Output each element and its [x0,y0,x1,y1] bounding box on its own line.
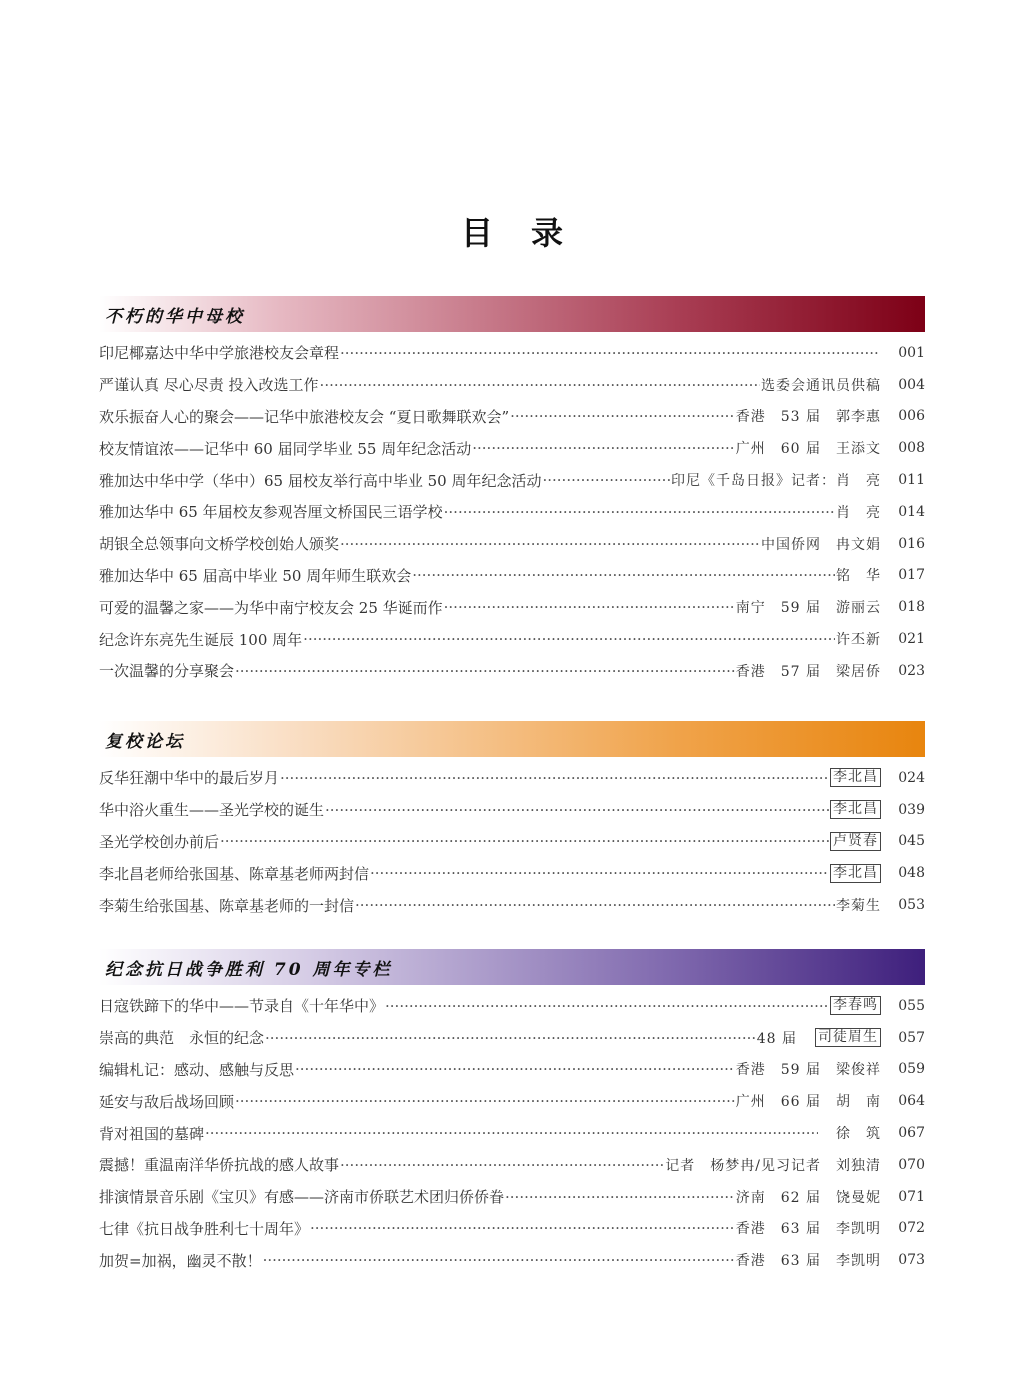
toc-entry[interactable] [99,1213,925,1245]
toc-entry[interactable] [99,496,925,528]
leader-dots [510,407,735,425]
entry-title: 可爱的温馨之家——为华中南宁校友会 25 华诞而作 [99,598,443,617]
entry-page: 053 [898,897,925,914]
entry-author: 记者 杨梦冉/见习记者 刘独清 [665,1157,881,1174]
entry-page: 055 [898,997,925,1014]
entry-page: 024 [898,769,925,786]
leader-dots [235,1092,735,1110]
toc-entry[interactable] [99,623,925,655]
entry-author: 李菊生 [836,898,881,915]
entry-title: 校友情谊浓——记华中 60 届同学毕业 55 周年纪念活动 [99,439,472,458]
toc-entry[interactable] [99,337,925,369]
entry-title: 欢乐振奋人心的聚会——记华中旅港校友会 “夏日歌舞联欢会” [99,407,510,426]
entry-page: 011 [898,472,925,489]
leader-dots [235,662,735,680]
leader-dots [310,1219,735,1237]
leader-dots [263,1251,735,1269]
entry-title: 排演情景音乐剧《宝贝》有感——济南市侨联艺术团归侨侨眷 [99,1188,505,1207]
entry-author: 广州 66 届 胡 南 [735,1094,881,1111]
entry-page: 018 [898,599,925,616]
entry-author: 香港 59 届 梁俊祥 [735,1062,881,1079]
toc-entry[interactable] [99,560,925,592]
section-header: 纪念抗日战争胜利 70 周年专栏 [99,949,925,985]
entry-page: 045 [898,833,925,850]
toc-entry[interactable] [99,826,925,858]
entry-title: 李菊生给张国基、陈章基老师的一封信 [99,896,355,915]
entry-title: 李北昌老师给张国基、陈章基老师两封信 [99,864,370,883]
entry-page: 071 [898,1188,925,1205]
entry-author: 香港 63 届 李凯明 [735,1253,881,1270]
entry-title: 七律《抗日战争胜利七十周年》 [99,1219,310,1238]
entry-page: 070 [898,1156,925,1173]
entry-title: 纪念许东亮先生诞辰 100 周年 [99,630,303,649]
toc-entry[interactable] [99,591,925,623]
leader-dots [542,471,670,489]
leader-dots [295,1060,735,1078]
entry-title: 印尼椰嘉达中华中学旅港校友会章程 [99,344,340,363]
page-title: 目录 [460,214,601,252]
entry-title: 震撼！重温南洋华侨抗战的感人故事 [99,1156,340,1175]
leader-dots [205,1124,818,1142]
toc-entry[interactable] [99,401,925,433]
entry-title: 崇高的典范 永恒的纪念 [99,1029,265,1048]
leader-dots [340,1156,664,1174]
leader-dots [385,997,829,1015]
entry-author-prefix: 48 届 [756,1030,797,1047]
toc-entry[interactable] [99,1181,925,1213]
leader-dots [320,376,760,394]
entry-page: 072 [898,1220,925,1237]
entry-author: 肖 亮 [836,504,881,521]
leader-dots [340,535,760,553]
toc-entry[interactable] [99,432,925,464]
entry-page: 073 [898,1252,925,1269]
leader-dots [340,344,880,362]
entry-title: 雅加达中华中学（华中）65 届校友举行高中毕业 50 周年纪念活动 [99,471,542,490]
leader-dots [325,801,829,819]
entry-author: 南宁 59 届 游丽云 [735,600,881,617]
entry-page: 006 [898,408,925,425]
leader-dots [220,832,829,850]
entry-page: 023 [898,662,925,679]
entry-title: 背对祖国的墓碑 [99,1124,205,1143]
entry-author: 司徒眉生 [815,1028,881,1047]
entry-page: 001 [898,344,925,361]
entry-author: 印尼《千岛日报》记者：肖 亮 [671,473,881,490]
entry-title: 反华狂潮中华中的最后岁月 [99,769,280,788]
entry-title: 编辑札记：感动、感触与反思 [99,1060,295,1079]
entry-title: 延安与敌后战场回顾 [99,1092,235,1111]
entry-title: 胡银全总领事向文桥学校创始人颁奖 [99,535,340,554]
entry-author: 铭 华 [836,568,881,585]
entry-author: 许丕新 [836,632,881,649]
section-anniversary [99,949,925,1276]
entry-title: 华中浴火重生——圣光学校的诞生 [99,801,325,820]
leader-dots [280,769,829,787]
entry-page: 017 [898,567,925,584]
entry-page: 067 [898,1125,925,1142]
section-forum [99,721,925,921]
toc-entry[interactable] [99,889,925,921]
toc-entry[interactable] [99,1054,925,1086]
entry-author: 选委会通讯员供稿 [761,377,881,394]
entry-page: 008 [898,440,925,457]
entry-author: 香港 53 届 郭李惠 [735,409,881,426]
entry-title: 雅加达华中 65 年届校友参观峇厘文桥国民三语学校 [99,503,443,522]
entry-title: 雅加达华中 65 届高中毕业 50 周年师生联欢会 [99,566,412,585]
entry-page: 004 [898,376,925,393]
entry-author: 李春鸣 [830,996,881,1015]
entry-author: 香港 63 届 李凯明 [735,1221,881,1238]
toc-entry[interactable] [99,990,925,1022]
section-header: 不朽的华中母校 [99,296,925,332]
toc-entry[interactable] [99,464,925,496]
leader-dots [472,439,734,457]
leader-dots [265,1029,756,1047]
toc-entry[interactable] [99,857,925,889]
entry-author: 李北昌 [830,800,881,819]
section-school [99,296,925,687]
entry-title: 加贺=加祸，幽灵不散！ [99,1251,262,1270]
toc-list [99,762,925,921]
toc-entry[interactable] [99,794,925,826]
entry-author: 李北昌 [830,768,881,787]
entry-page: 064 [898,1093,925,1110]
entry-author: 香港 57 届 梁居侨 [735,663,881,680]
leader-dots [444,598,735,616]
entry-page: 021 [898,631,925,648]
toc-entry[interactable] [99,1022,925,1054]
entry-author: 中国侨网 冉文娟 [761,536,881,553]
toc-entry[interactable] [99,1117,925,1149]
leader-dots [412,566,835,584]
leader-dots [444,503,835,521]
entry-page: 016 [898,535,925,552]
entry-page: 059 [898,1061,925,1078]
entry-page: 014 [898,503,925,520]
toc-entry[interactable] [99,1085,925,1117]
leader-dots [303,630,835,648]
entry-title: 一次温馨的分享聚会 [99,662,235,681]
entry-title: 日寇铁蹄下的华中——节录自《十年华中》 [99,997,385,1016]
entry-author: 徐 筑 [836,1126,881,1143]
entry-page: 057 [898,1029,925,1046]
toc-entry[interactable] [99,655,925,687]
entry-title: 严谨认真 尽心尽责 投入改选工作 [99,376,319,395]
section-header: 复校论坛 [99,721,925,757]
entry-page: 048 [898,865,925,882]
toc-entry[interactable] [99,528,925,560]
entry-author: 广州 60 届 王添文 [735,441,881,458]
entry-page: 039 [898,801,925,818]
toc-list [99,337,925,687]
entry-author: 李北昌 [830,864,881,883]
leader-dots [505,1188,735,1206]
leader-dots [355,896,835,914]
toc-entry[interactable] [99,369,925,401]
toc-entry[interactable] [99,1244,925,1276]
entry-author: 卢贤春 [830,832,881,851]
entry-author: 济南 62 届 饶曼妮 [735,1189,881,1206]
toc-list [99,990,925,1276]
toc-entry[interactable] [99,1149,925,1181]
toc-entry[interactable] [99,762,925,794]
entry-title: 圣光学校创办前后 [99,832,220,851]
leader-dots [370,864,829,882]
